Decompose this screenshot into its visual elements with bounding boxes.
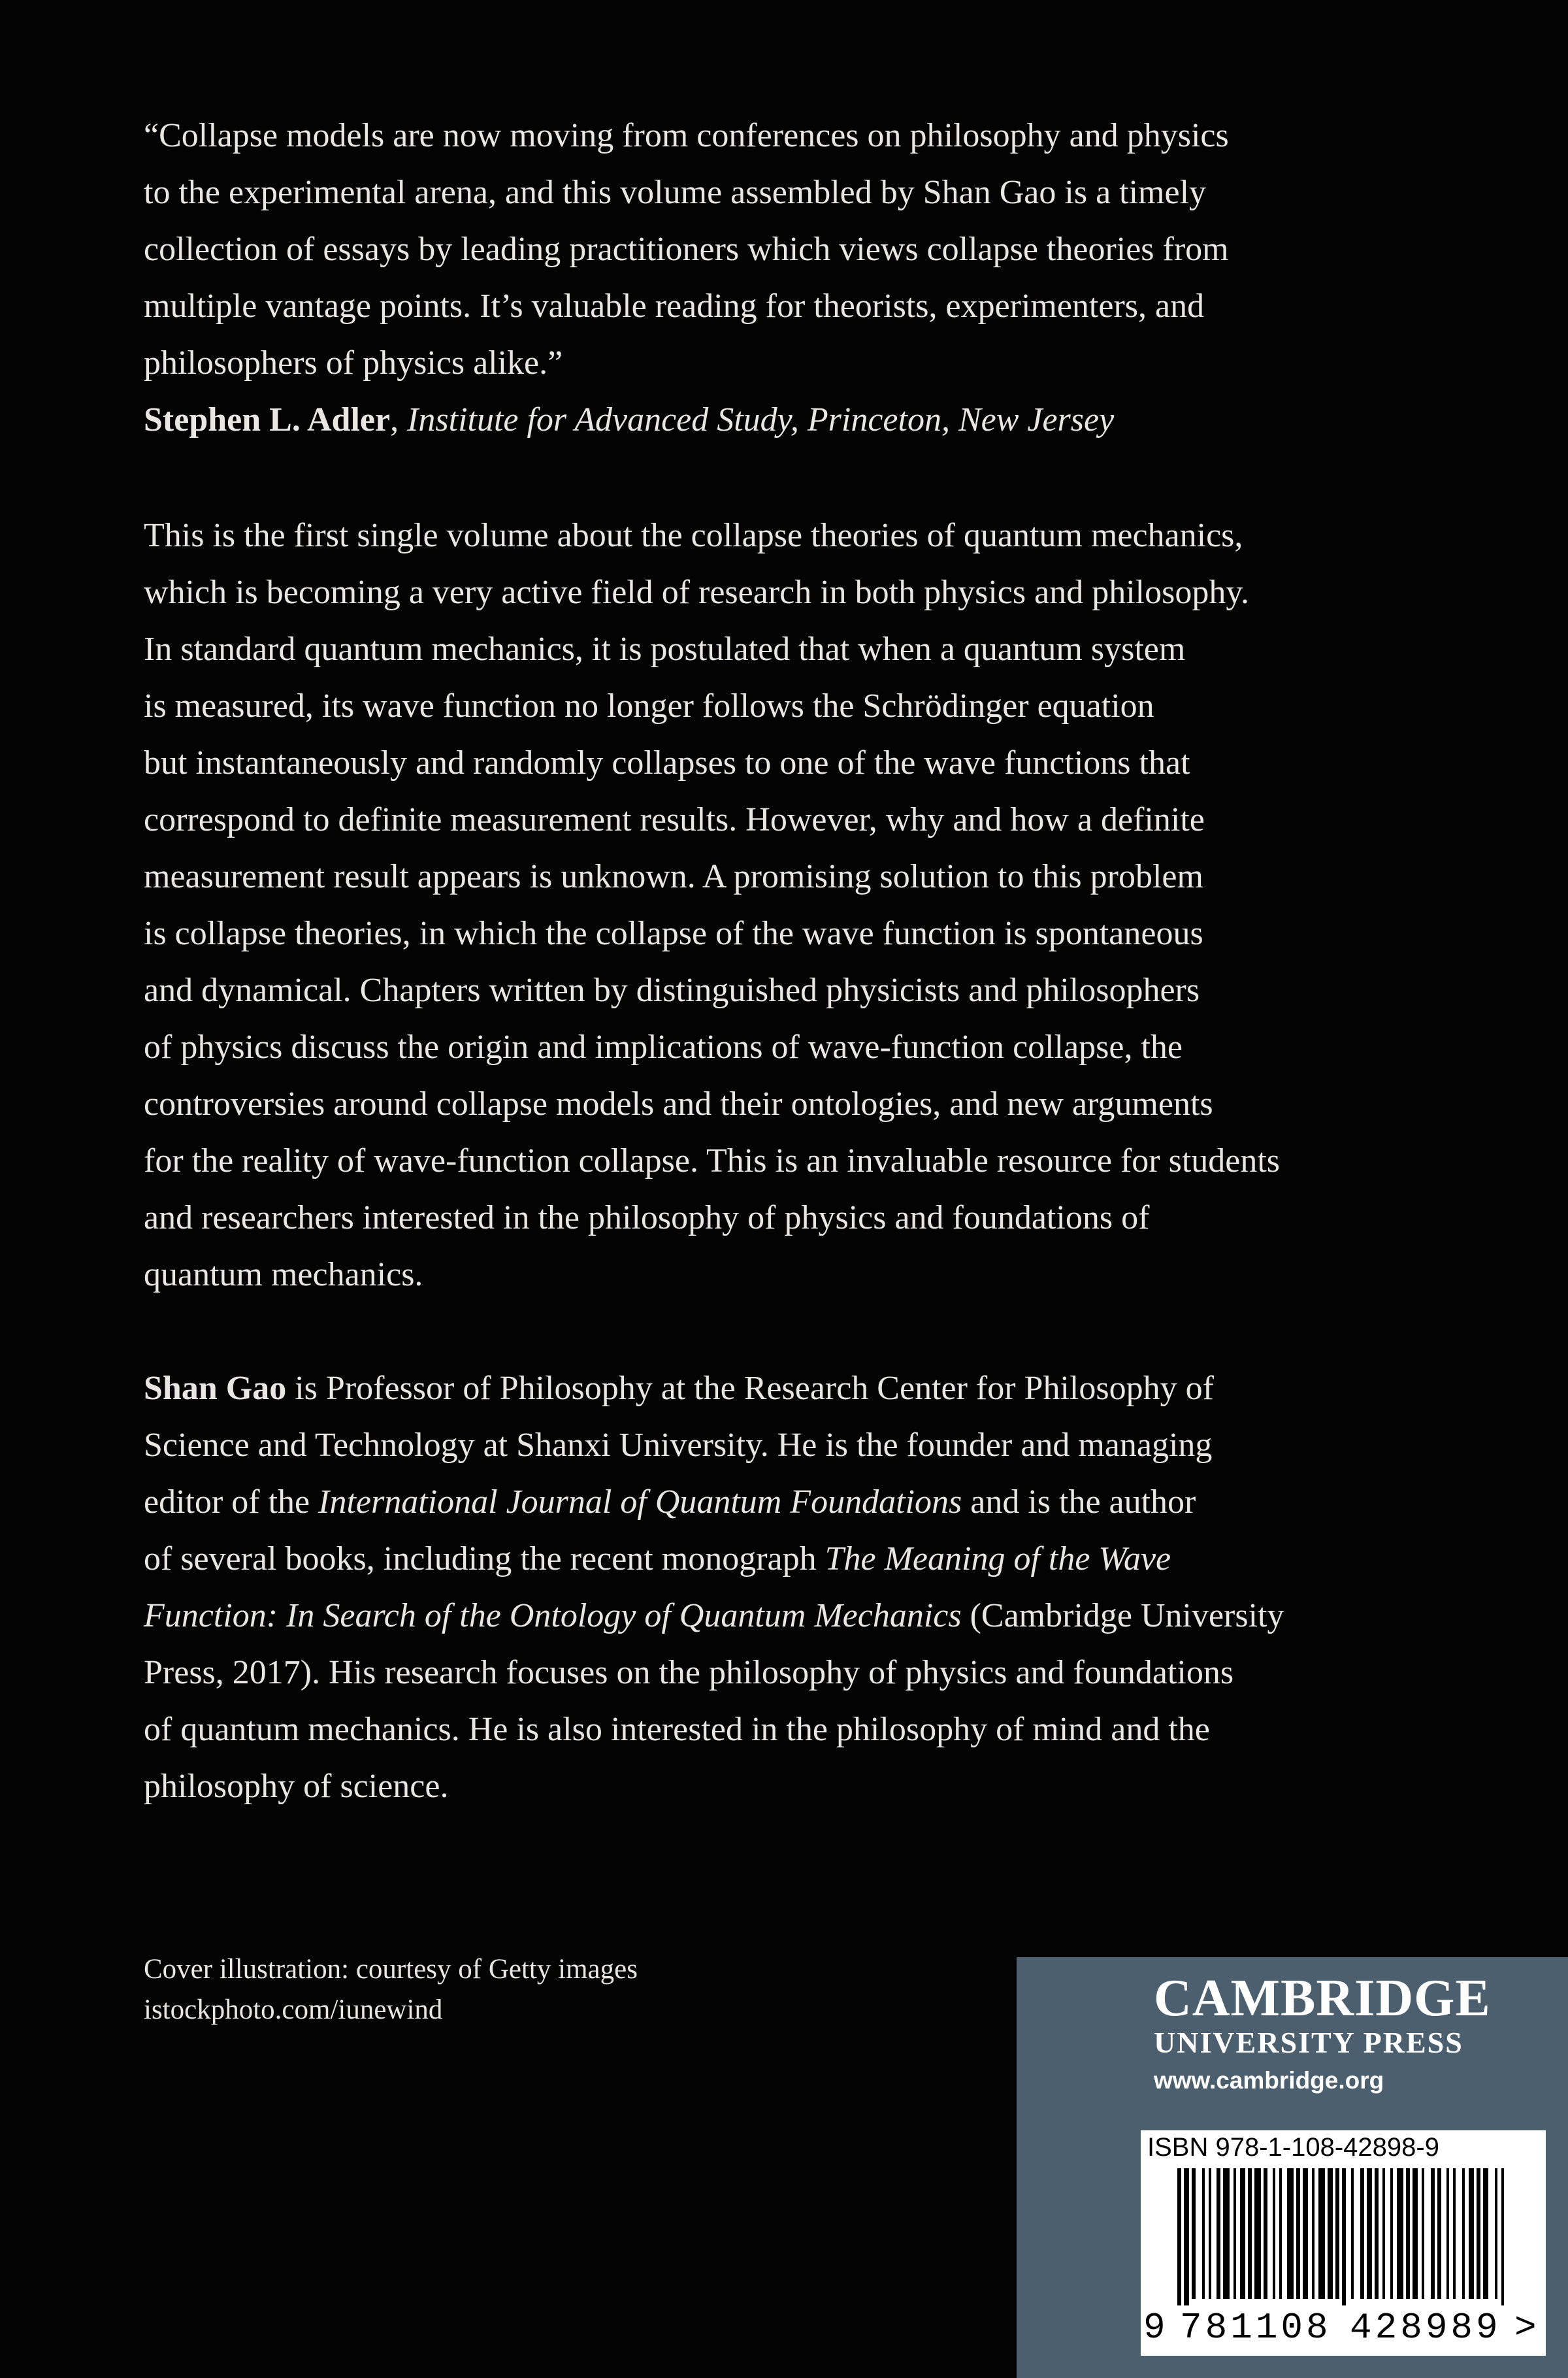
quote-line: multiple vantage points. It’s valuable reading for theorists, experimenters, and xyxy=(144,288,1205,325)
barcode-bar xyxy=(1367,2168,1372,2299)
quote-line: philosophers of physics alike.” xyxy=(144,344,563,382)
description-line: and researchers interested in the philosophy of physics and foundations of xyxy=(144,1199,1150,1236)
description-line: In standard quantum mechanics, it is postulated that when a quantum system xyxy=(144,631,1186,668)
barcode-bar xyxy=(1287,2168,1294,2299)
barcode-bar xyxy=(1453,2168,1456,2299)
barcode-bar xyxy=(1406,2168,1410,2299)
monograph-title: The Meaning of the Wave xyxy=(825,1540,1171,1577)
barcode-bar xyxy=(1413,2168,1418,2299)
bio-line: Science and Technology at Shanxi University. He is the founder and managing xyxy=(144,1427,1213,1464)
attribution-separator: , xyxy=(390,401,399,438)
barcode-bar xyxy=(1177,2168,1181,2305)
description-line: This is the first single volume about the collapse theories of quantum mechanics, xyxy=(144,517,1243,554)
author-name: Shan Gao xyxy=(144,1370,287,1407)
description-line: of physics discuss the origin and implications of wave-function collapse, the xyxy=(144,1029,1183,1066)
barcode-bar xyxy=(1279,2168,1282,2299)
barcode-bar xyxy=(1446,2168,1449,2299)
barcode-bar xyxy=(1318,2168,1325,2299)
description-line: controversies around collapse models and their ontologies, and new arguments xyxy=(144,1085,1213,1123)
barcode-bar xyxy=(1437,2168,1441,2299)
author-bio xyxy=(144,1360,1379,1815)
barcode-bar xyxy=(1233,2168,1236,2299)
bio-line: of quantum mechanics. He is also interested in the philosophy of mind and the xyxy=(144,1711,1210,1748)
barcode-bar xyxy=(1495,2168,1497,2299)
bio-line: editor of the International Journal of Quantum Foundations and is the author xyxy=(144,1483,1196,1521)
barcode-bar xyxy=(1202,2168,1205,2299)
barcode-bar xyxy=(1390,2168,1393,2299)
bio-line: Shan Gao is Professor of Philosophy at the Research Center for Philosophy of xyxy=(144,1370,1214,1407)
barcode-bar xyxy=(1296,2168,1300,2299)
barcode-bar xyxy=(1462,2168,1465,2299)
publisher-subtitle: UNIVERSITY PRESS xyxy=(1154,2026,1463,2059)
barcode-bar xyxy=(1254,2168,1261,2299)
publisher-name: CAMBRIDGE xyxy=(1154,1970,1491,2027)
barcode-bar xyxy=(1375,2168,1379,2299)
endorsement-quote xyxy=(144,107,1379,448)
description-line: which is becoming a very active field of research in both physics and philosophy. xyxy=(144,574,1249,611)
barcode-bar xyxy=(1312,2168,1315,2299)
barcode-bar xyxy=(1469,2168,1474,2299)
description-line: measurement result appears is unknown. A promising solution to this problem xyxy=(144,858,1203,895)
barcode-bar xyxy=(1335,2168,1339,2299)
barcode-bar xyxy=(1328,2168,1333,2299)
credit-line: istockphoto.com/iunewind xyxy=(144,1994,443,2025)
description-line: for the reality of wave-function collapse. This is an invaluable resource for students xyxy=(144,1142,1281,1180)
barcode-arrow: > xyxy=(1514,2307,1537,2349)
barcode-bar xyxy=(1184,2168,1189,2305)
publisher-url: www.cambridge.org xyxy=(1154,2067,1384,2094)
monograph-title-cont: Function: In Search of the Ontology of Quantum Mechanics xyxy=(144,1597,962,1634)
attribution-name: Stephen L. Adler xyxy=(144,401,391,438)
barcode-digits-left: 781108 xyxy=(1180,2307,1331,2349)
barcode-bar xyxy=(1303,2168,1308,2299)
isbn-barcode xyxy=(1141,2130,1546,2356)
barcode-bar xyxy=(1248,2168,1252,2299)
quote-attribution xyxy=(144,391,1379,448)
description-line: but instantaneously and randomly collapses to one of the wave functions that xyxy=(144,744,1190,782)
quote-line: “Collapse models are now moving from conferences on philosophy and physics xyxy=(144,117,1229,154)
barcode-bar xyxy=(1240,2168,1245,2299)
credit-line: Cover illustration: courtesy of Getty images xyxy=(144,1954,638,1985)
barcode-digit-first: 9 xyxy=(1143,2307,1166,2349)
barcode-bar xyxy=(1360,2168,1364,2299)
barcode-bar xyxy=(1192,2168,1196,2299)
barcode-bar xyxy=(1483,2168,1488,2299)
barcode-bar xyxy=(1422,2168,1424,2299)
description-line: is measured, its wave function no longer follows the Schrödinger equation xyxy=(144,687,1154,725)
barcode-bar xyxy=(1342,2168,1346,2305)
barcode-bar xyxy=(1264,2168,1267,2299)
barcode-bar xyxy=(1382,2168,1385,2299)
bio-line: philosophy of science. xyxy=(144,1768,449,1805)
barcode-bar xyxy=(1351,2168,1354,2299)
barcode-bar xyxy=(1501,2168,1504,2305)
quote-line: collection of essays by leading practitioners which views collapse theories from xyxy=(144,231,1229,268)
description-line: correspond to definite measurement results. However, why and how a definite xyxy=(144,801,1205,838)
description-line: is collapse theories, in which the collapse of the wave function is spontaneous xyxy=(144,915,1203,952)
bio-line: of several books, including the recent monograph The Meaning of the Wave xyxy=(144,1540,1171,1577)
quote-line: to the experimental arena, and this volume assembled by Shan Gao is a timely xyxy=(144,174,1207,211)
barcode-digits-right: 428989 xyxy=(1350,2307,1501,2349)
isbn-label: ISBN 978-1-108-42898-9 xyxy=(1147,2133,1439,2162)
barcode-bar xyxy=(1477,2168,1480,2299)
attribution-affiliation: Institute for Advanced Study, Princeton, New Jersey xyxy=(407,401,1115,438)
bio-line: Press, 2017). His research focuses on the philosophy of physics and foundations xyxy=(144,1654,1234,1691)
description-line: quantum mechanics. xyxy=(144,1256,423,1293)
barcode-bar xyxy=(1431,2168,1435,2299)
cover-illustration-credit xyxy=(144,1949,638,2030)
journal-title: International Journal of Quantum Foundations xyxy=(318,1483,962,1521)
barcode-bar xyxy=(1217,2168,1220,2299)
barcode-bar xyxy=(1273,2168,1275,2299)
barcode-bar xyxy=(1397,2168,1403,2299)
bio-line: Function: In Search of the Ontology of Quantum Mechanics (Cambridge University xyxy=(144,1597,1284,1634)
barcode-bar xyxy=(1223,2168,1230,2299)
publisher-panel xyxy=(1017,1957,1568,2378)
barcode-bars xyxy=(1141,2168,1546,2305)
description-line: and dynamical. Chapters written by distinguished physicists and philosophers xyxy=(144,972,1200,1009)
barcode-bar xyxy=(1209,2168,1211,2299)
book-description xyxy=(144,507,1379,1303)
